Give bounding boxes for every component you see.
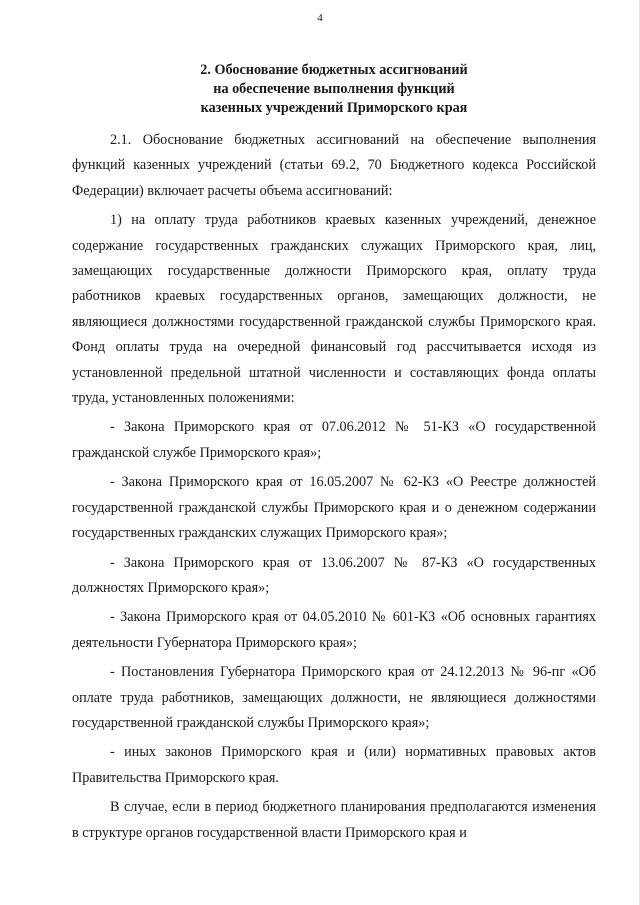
- heading-line-1: 2. Обоснование бюджетных ассигнований: [200, 62, 468, 78]
- list-item-law-87kz: - Закона Приморского края от 13.06.2007 № 87-КЗ «О государственных должностях Приморского края»;: [72, 554, 596, 596]
- list-item-law-601kz: - Закона Приморского края от 04.05.2010 № 601-КЗ «Об основных гарантиях деятельности Губернатора Приморского края»;: [72, 609, 596, 651]
- paragraph-2-1: 2.1. Обоснование бюджетных ассигнований на обеспечение выполнения функций казенных учреждений (статьи 69.2, 70 Бюджетного кодекса Российской Федерации) включает расчеты объема ассигнований:: [72, 132, 596, 199]
- heading-line-3: казенных учреждений Приморского края: [200, 100, 468, 116]
- list-item-resolution-96pg: - Постановления Губернатора Приморского края от 24.12.2013 № 96-пг «Об оплате труда работников, замещающих должности, не являющиеся должностями государственной гражданской службы Приморского края»;: [72, 664, 596, 731]
- page-number: 4: [317, 12, 323, 24]
- list-item-law-62kz: - Закона Приморского края от 16.05.2007 № 62-КЗ «О Реестре должностей государственной гражданской службы Приморского края и о денежном содержании государственных гражданских служащих Приморского края»;: [72, 474, 596, 542]
- list-item-other-laws: - иных законов Приморского края и (или) нормативных правовых актов Правительства Приморского края.: [72, 744, 596, 786]
- document-body: [72, 128, 596, 847]
- heading-line-2: на обеспечение выполнения функций: [213, 81, 455, 97]
- list-item-law-51kz: - Закона Приморского края от 07.06.2012 № 51-КЗ «О государственной гражданской службе Приморского края»;: [72, 419, 596, 461]
- paragraph-structure-changes: В случае, если в период бюджетного планирования предполагаются изменения в структуре органов государственной власти Приморского края и: [72, 799, 596, 841]
- section-heading: [72, 61, 596, 118]
- paragraph-item-1: 1) на оплату труда работников краевых казенных учреждений, денежное содержание государственных гражданских служащих Приморского края, лиц, замещающих государственные должности Приморского края, оплату труда работников краевых государственных органов, замещающих должности, не являющиеся должностями государственной гражданской службы Приморского края. Фонд оплаты труда на очередной финансовый год рассчитывается исходя из установленной предельной штатной численности и составляющих фонда оплаты труда, установленных положениями:: [72, 212, 596, 407]
